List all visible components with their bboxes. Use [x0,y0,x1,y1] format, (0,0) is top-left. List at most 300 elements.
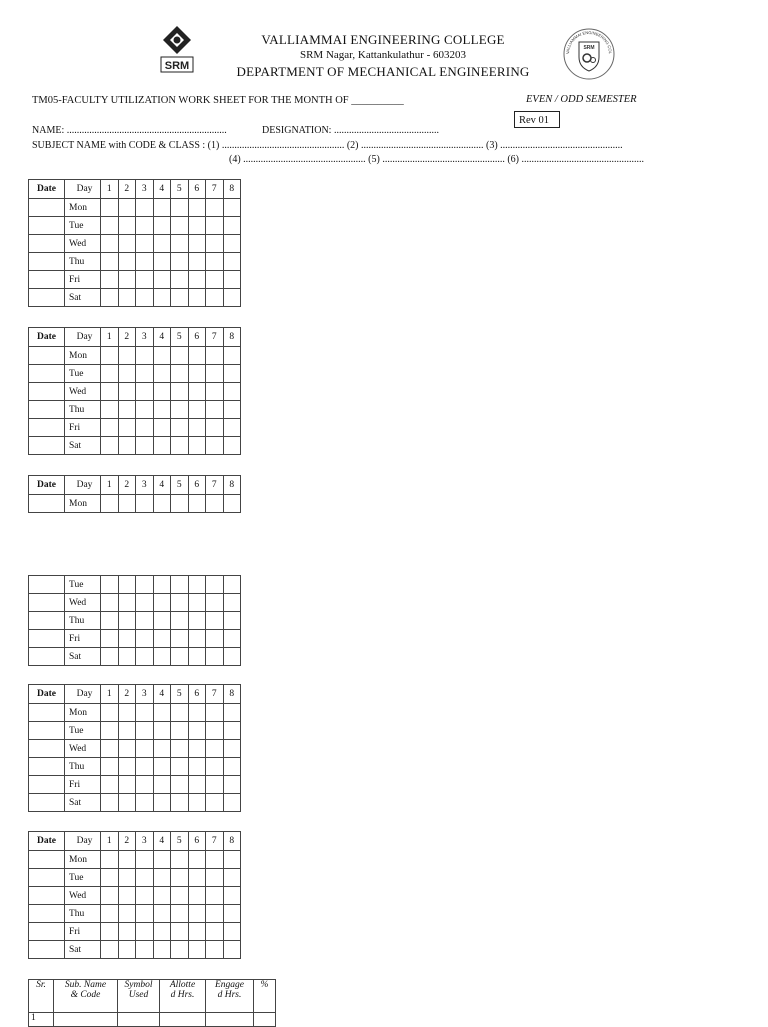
period-cell[interactable] [101,383,119,401]
date-cell[interactable] [29,253,65,271]
period-cell[interactable] [188,722,206,740]
period-cell[interactable] [101,887,119,905]
period-cell[interactable] [223,217,241,235]
table-row [29,199,241,217]
period-cell[interactable] [171,758,189,776]
period-cell[interactable] [206,740,224,758]
period-cell[interactable] [136,365,154,383]
period-cell[interactable] [223,941,241,959]
period-cell[interactable] [188,347,206,365]
period-cell[interactable] [101,365,119,383]
period-cell[interactable] [171,869,189,887]
period-cell[interactable] [171,887,189,905]
period-cell[interactable] [188,576,206,594]
period-cell[interactable] [118,851,136,869]
period-cell[interactable] [153,594,171,612]
period-cell[interactable] [153,776,171,794]
period-cell[interactable] [153,235,171,253]
period-cell[interactable] [223,612,241,630]
period-cell[interactable] [206,365,224,383]
table-row [29,905,241,923]
date-cell[interactable] [29,776,65,794]
period-cell[interactable] [206,776,224,794]
period-cell[interactable] [171,648,189,666]
period-cell[interactable] [101,289,119,307]
period-cell[interactable] [171,740,189,758]
date-cell[interactable] [29,347,65,365]
date-cell[interactable] [29,217,65,235]
period-cell[interactable] [101,271,119,289]
period-cell[interactable] [223,289,241,307]
table-header-row [29,180,241,199]
table-row [29,704,241,722]
period-cell[interactable] [206,851,224,869]
date-cell[interactable] [29,941,65,959]
period-cell[interactable] [223,740,241,758]
period-cell[interactable] [223,648,241,666]
period-cell[interactable] [118,740,136,758]
period-cell[interactable] [153,794,171,812]
period-cell[interactable] [188,869,206,887]
day-cell: Sat [65,794,101,812]
day-cell: Tue [65,217,101,235]
period-cell[interactable] [188,365,206,383]
period-cell[interactable] [223,199,241,217]
period-cell[interactable] [188,776,206,794]
summary-cell[interactable] [160,1013,206,1027]
allotted-hours-header-line: Allotte [169,980,196,990]
date-cell[interactable] [29,419,65,437]
period-cell[interactable] [188,401,206,419]
period-cell[interactable] [223,630,241,648]
period-cell[interactable] [136,740,154,758]
period-cell[interactable] [101,612,119,630]
period-cell[interactable] [188,923,206,941]
period-cell[interactable] [223,594,241,612]
period-cell[interactable] [136,437,154,455]
period-cell[interactable] [188,794,206,812]
period-cell[interactable] [101,347,119,365]
period-header-5: 5 [171,180,189,199]
period-cell[interactable] [223,271,241,289]
period-cell[interactable] [153,289,171,307]
period-cell[interactable] [118,383,136,401]
period-cell[interactable] [223,419,241,437]
period-cell[interactable] [118,576,136,594]
period-cell[interactable] [171,776,189,794]
period-cell[interactable] [223,851,241,869]
period-cell[interactable] [188,758,206,776]
period-cell[interactable] [153,887,171,905]
period-cell[interactable] [206,794,224,812]
period-cell[interactable] [153,630,171,648]
period-cell[interactable] [206,217,224,235]
date-cell[interactable] [29,758,65,776]
date-cell[interactable] [29,235,65,253]
period-cell[interactable] [118,401,136,419]
period-cell[interactable] [171,253,189,271]
period-cell[interactable] [101,648,119,666]
period-cell[interactable] [153,253,171,271]
period-cell[interactable] [188,271,206,289]
period-cell[interactable] [223,365,241,383]
period-cell[interactable] [118,495,136,513]
period-cell[interactable] [118,612,136,630]
period-cell[interactable] [118,704,136,722]
period-cell[interactable] [153,704,171,722]
date-cell[interactable] [29,612,65,630]
period-cell[interactable] [118,199,136,217]
period-cell[interactable] [171,612,189,630]
date-cell[interactable] [29,648,65,666]
period-cell[interactable] [153,437,171,455]
summary-cell[interactable] [206,1013,254,1027]
period-cell[interactable] [153,758,171,776]
period-cell[interactable] [206,612,224,630]
period-cell[interactable] [136,612,154,630]
period-cell[interactable] [101,630,119,648]
summary-cell[interactable] [54,1013,118,1027]
period-cell[interactable] [171,851,189,869]
period-cell[interactable] [136,722,154,740]
period-cell[interactable] [101,722,119,740]
period-cell[interactable] [206,437,224,455]
period-header-2: 2 [118,685,136,704]
period-cell[interactable] [206,383,224,401]
date-cell[interactable] [29,271,65,289]
period-cell[interactable] [223,776,241,794]
period-cell[interactable] [101,923,119,941]
period-header-2: 2 [118,328,136,347]
date-cell[interactable] [29,740,65,758]
period-cell[interactable] [153,722,171,740]
period-cell[interactable] [153,199,171,217]
period-cell[interactable] [188,648,206,666]
period-cell[interactable] [188,419,206,437]
period-cell[interactable] [101,794,119,812]
period-cell[interactable] [223,253,241,271]
period-cell[interactable] [171,347,189,365]
period-cell[interactable] [171,794,189,812]
period-cell[interactable] [136,419,154,437]
period-cell[interactable] [206,347,224,365]
period-header-5: 5 [171,685,189,704]
period-cell[interactable] [136,648,154,666]
period-cell[interactable] [136,794,154,812]
period-cell[interactable] [136,401,154,419]
period-cell[interactable] [118,648,136,666]
period-cell[interactable] [118,776,136,794]
period-cell[interactable] [136,383,154,401]
period-cell[interactable] [136,905,154,923]
period-cell[interactable] [136,758,154,776]
period-cell[interactable] [118,347,136,365]
date-cell[interactable] [29,905,65,923]
date-cell[interactable] [29,887,65,905]
subject-name-header-line: Sub. Name [64,980,107,990]
period-cell[interactable] [188,704,206,722]
period-cell[interactable] [206,887,224,905]
subject-line-2[interactable]: (4) ................................................. (5) ................................................. (6) ................................................. [229,154,644,165]
period-cell[interactable] [118,758,136,776]
period-cell[interactable] [188,630,206,648]
period-cell[interactable] [188,941,206,959]
period-cell[interactable] [206,253,224,271]
period-cell[interactable] [153,576,171,594]
period-cell[interactable] [206,401,224,419]
date-cell[interactable] [29,383,65,401]
period-cell[interactable] [188,887,206,905]
period-cell[interactable] [118,419,136,437]
period-cell[interactable] [171,495,189,513]
period-cell[interactable] [136,704,154,722]
period-cell[interactable] [118,887,136,905]
date-cell[interactable] [29,704,65,722]
date-cell[interactable] [29,437,65,455]
period-cell[interactable] [118,923,136,941]
period-cell[interactable] [101,776,119,794]
date-cell[interactable] [29,923,65,941]
period-cell[interactable] [171,905,189,923]
period-cell[interactable] [206,704,224,722]
period-cell[interactable] [118,594,136,612]
date-cell[interactable] [29,576,65,594]
period-cell[interactable] [136,630,154,648]
date-cell[interactable] [29,630,65,648]
period-cell[interactable] [153,869,171,887]
period-cell[interactable] [153,905,171,923]
period-cell[interactable] [188,594,206,612]
period-cell[interactable] [118,630,136,648]
period-cell[interactable] [101,869,119,887]
period-cell[interactable] [206,271,224,289]
period-cell[interactable] [136,253,154,271]
date-cell[interactable] [29,794,65,812]
period-cell[interactable] [136,776,154,794]
period-cell[interactable] [223,905,241,923]
date-cell[interactable] [29,594,65,612]
period-cell[interactable] [171,289,189,307]
period-cell[interactable] [206,905,224,923]
period-cell[interactable] [136,235,154,253]
period-cell[interactable] [223,383,241,401]
summary-cell[interactable] [254,1013,276,1027]
date-cell[interactable] [29,365,65,383]
period-cell[interactable] [188,235,206,253]
period-cell[interactable] [136,217,154,235]
period-cell[interactable] [223,576,241,594]
period-cell[interactable] [118,794,136,812]
period-cell[interactable] [153,851,171,869]
period-cell[interactable] [206,199,224,217]
period-cell[interactable] [171,941,189,959]
period-cell[interactable] [101,851,119,869]
period-cell[interactable] [153,383,171,401]
period-cell[interactable] [171,401,189,419]
period-cell[interactable] [118,289,136,307]
period-cell[interactable] [171,199,189,217]
period-cell[interactable] [223,437,241,455]
period-cell[interactable] [188,495,206,513]
period-cell[interactable] [188,905,206,923]
period-cell[interactable] [206,576,224,594]
date-cell[interactable] [29,495,65,513]
period-cell[interactable] [223,758,241,776]
period-cell[interactable] [188,851,206,869]
date-cell[interactable] [29,401,65,419]
period-cell[interactable] [188,740,206,758]
period-cell[interactable] [101,905,119,923]
period-cell[interactable] [153,401,171,419]
date-cell[interactable] [29,869,65,887]
subject-name-header-line: & Code [70,990,101,1000]
summary-cell[interactable] [118,1013,160,1027]
period-cell[interactable] [101,758,119,776]
period-cell[interactable] [153,419,171,437]
period-cell[interactable] [136,271,154,289]
period-cell[interactable] [223,923,241,941]
period-cell[interactable] [223,495,241,513]
period-cell[interactable] [136,199,154,217]
period-cell[interactable] [171,235,189,253]
period-cell[interactable] [118,217,136,235]
period-cell[interactable] [223,794,241,812]
period-cell[interactable] [101,594,119,612]
date-cell[interactable] [29,722,65,740]
period-cell[interactable] [153,740,171,758]
period-cell[interactable] [101,495,119,513]
period-cell[interactable] [153,347,171,365]
period-cell[interactable] [188,612,206,630]
period-cell[interactable] [118,869,136,887]
period-cell[interactable] [101,419,119,437]
period-cell[interactable] [223,722,241,740]
name-field[interactable]: NAME: ................................................................ [32,125,227,136]
period-cell[interactable] [188,383,206,401]
period-cell[interactable] [171,630,189,648]
period-cell[interactable] [153,648,171,666]
period-cell[interactable] [171,594,189,612]
period-cell[interactable] [153,217,171,235]
period-cell[interactable] [118,437,136,455]
period-cell[interactable] [136,594,154,612]
period-cell[interactable] [101,740,119,758]
period-cell[interactable] [188,199,206,217]
period-cell[interactable] [223,401,241,419]
period-cell[interactable] [188,289,206,307]
period-cell[interactable] [101,253,119,271]
period-cell[interactable] [101,235,119,253]
period-cell[interactable] [206,630,224,648]
period-cell[interactable] [136,923,154,941]
period-cell[interactable] [153,495,171,513]
period-cell[interactable] [136,495,154,513]
period-cell[interactable] [118,905,136,923]
period-header-4: 4 [153,328,171,347]
period-cell[interactable] [206,758,224,776]
period-cell[interactable] [223,869,241,887]
period-cell[interactable] [206,594,224,612]
period-cell[interactable] [101,704,119,722]
period-cell[interactable] [223,704,241,722]
period-cell[interactable] [206,923,224,941]
period-cell[interactable] [101,437,119,455]
period-cell[interactable] [206,941,224,959]
period-cell[interactable] [118,722,136,740]
period-cell[interactable] [153,365,171,383]
period-cell[interactable] [118,365,136,383]
period-cell[interactable] [206,648,224,666]
period-cell[interactable] [206,419,224,437]
table-row [29,401,241,419]
period-cell[interactable] [171,365,189,383]
day-cell: Tue [65,576,101,594]
period-cell[interactable] [153,923,171,941]
period-cell[interactable] [206,235,224,253]
day-cell: Thu [65,612,101,630]
day-header: Day [65,180,101,199]
period-cell[interactable] [136,869,154,887]
period-cell[interactable] [153,612,171,630]
period-cell[interactable] [171,923,189,941]
period-cell[interactable] [171,383,189,401]
designation-field[interactable]: DESIGNATION: .......................................... [262,125,439,136]
period-cell[interactable] [136,851,154,869]
period-cell[interactable] [153,941,171,959]
period-cell[interactable] [206,869,224,887]
period-cell[interactable] [136,941,154,959]
date-cell[interactable] [29,199,65,217]
period-cell[interactable] [118,271,136,289]
period-cell[interactable] [223,347,241,365]
period-cell[interactable] [153,271,171,289]
period-cell[interactable] [101,941,119,959]
period-cell[interactable] [171,437,189,455]
period-cell[interactable] [206,289,224,307]
period-cell[interactable] [171,704,189,722]
period-cell[interactable] [136,289,154,307]
period-cell[interactable] [171,722,189,740]
period-cell[interactable] [223,235,241,253]
day-cell: Wed [65,383,101,401]
date-cell[interactable] [29,851,65,869]
period-cell[interactable] [118,253,136,271]
period-cell[interactable] [101,401,119,419]
period-cell[interactable] [188,217,206,235]
period-cell[interactable] [188,253,206,271]
period-cell[interactable] [136,576,154,594]
date-cell[interactable] [29,289,65,307]
period-cell[interactable] [171,271,189,289]
period-cell[interactable] [118,941,136,959]
period-cell[interactable] [206,495,224,513]
period-cell[interactable] [171,576,189,594]
table-row [29,347,241,365]
period-cell[interactable] [171,217,189,235]
period-cell[interactable] [136,347,154,365]
table-row [29,941,241,959]
period-cell[interactable] [101,199,119,217]
period-cell[interactable] [101,576,119,594]
subject-line-1[interactable]: SUBJECT NAME with CODE & CLASS : (1) ................................................. (2) ................................................. (3) ................................................. [32,140,623,151]
period-cell[interactable] [206,722,224,740]
period-cell[interactable] [171,419,189,437]
period-cell[interactable] [118,235,136,253]
period-cell[interactable] [188,437,206,455]
period-cell[interactable] [136,887,154,905]
period-cell[interactable] [223,887,241,905]
period-cell[interactable] [101,217,119,235]
